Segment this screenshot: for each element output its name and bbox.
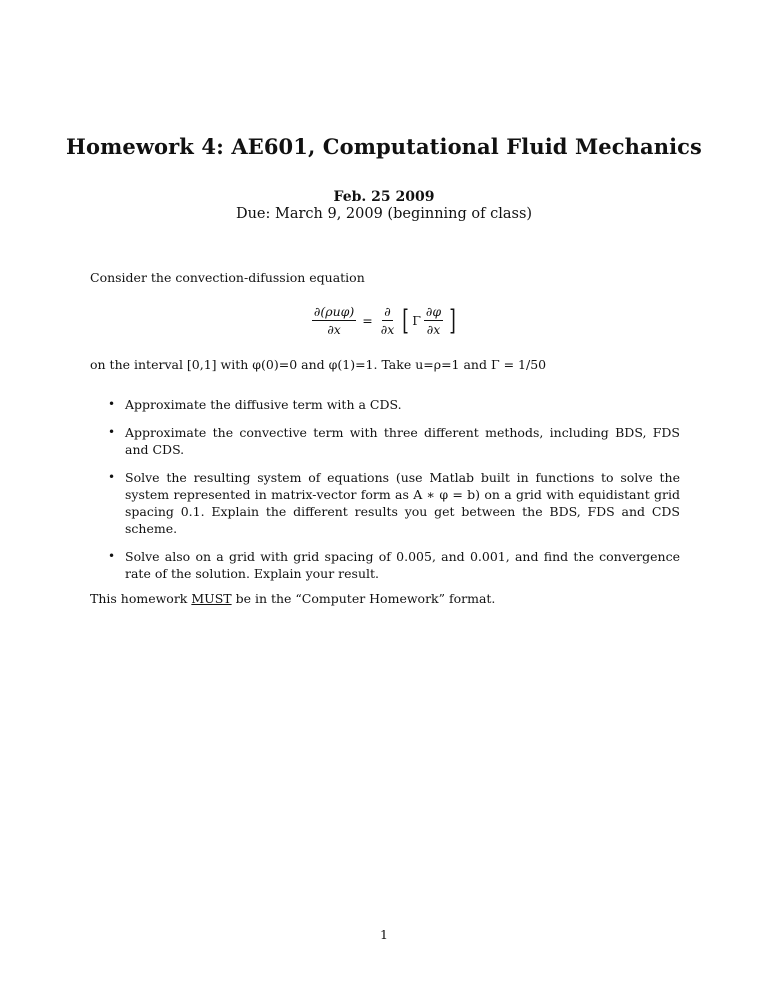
document-date: Feb. 25 2009 [333,189,435,205]
task-list [108,396,680,593]
list-item [108,469,680,537]
list-item [108,396,680,413]
document-title: Homework 4: AE601, Computational Fluid Mechanics [66,134,702,159]
bullet-icon: • [108,397,116,411]
rhs-denominator: ∂x [380,322,395,337]
equals-sign: = [362,313,373,328]
bullet-icon: • [108,470,116,484]
intro-paragraph: Consider the convection-difussion equation [90,270,365,285]
list-item-text: Approximate the convective term with three different methods, including BDS, FDS and CDS. [125,425,680,457]
due-date: Due: March 9, 2009 (beginning of class) [235,206,533,222]
lhs-numerator: ∂(ρuφ) [313,304,355,319]
convection-diffusion-equation [0,304,768,337]
inner-denominator: ∂x [426,322,441,337]
lhs-denominator: ∂x [327,322,341,337]
page-number: 1 [380,927,388,942]
format-note-before: This homework [90,591,192,606]
list-item [108,548,680,582]
gamma-symbol: Γ [412,313,421,328]
open-bracket: [ [402,303,410,337]
must-emphasis: MUST [191,591,232,606]
format-note [90,590,680,607]
inner-numerator: ∂φ [425,304,442,319]
rhs-fraction [379,304,397,337]
format-note-after: be in the “Computer Homework” format. [231,591,496,606]
lhs-fraction [312,304,356,337]
interval-paragraph: on the interval [0,1] with φ(0)=0 and φ(1)=1. Take u=ρ=1 and Γ = 1/50 [90,357,547,372]
bullet-icon: • [108,425,116,439]
list-item-text: Solve the resulting system of equations (use Matlab built in functions to solve the system represented in matrix-vector form as A ∗ φ = b) on a grid with equidistant grid spacing 0.1. Explain the different results you get between the BDS, FDS and CDS scheme. [125,470,680,536]
list-item-text: Approximate the diffusive term with a CDS. [125,397,402,412]
bullet-icon: • [108,549,116,563]
list-item-text: Solve also on a grid with grid spacing of 0.005, and 0.001, and find the convergence rate of the solution. Explain your result. [125,549,680,581]
inner-fraction [424,304,443,337]
rhs-numerator: ∂ [384,304,391,319]
list-item [108,424,680,458]
close-bracket: ] [449,303,456,337]
